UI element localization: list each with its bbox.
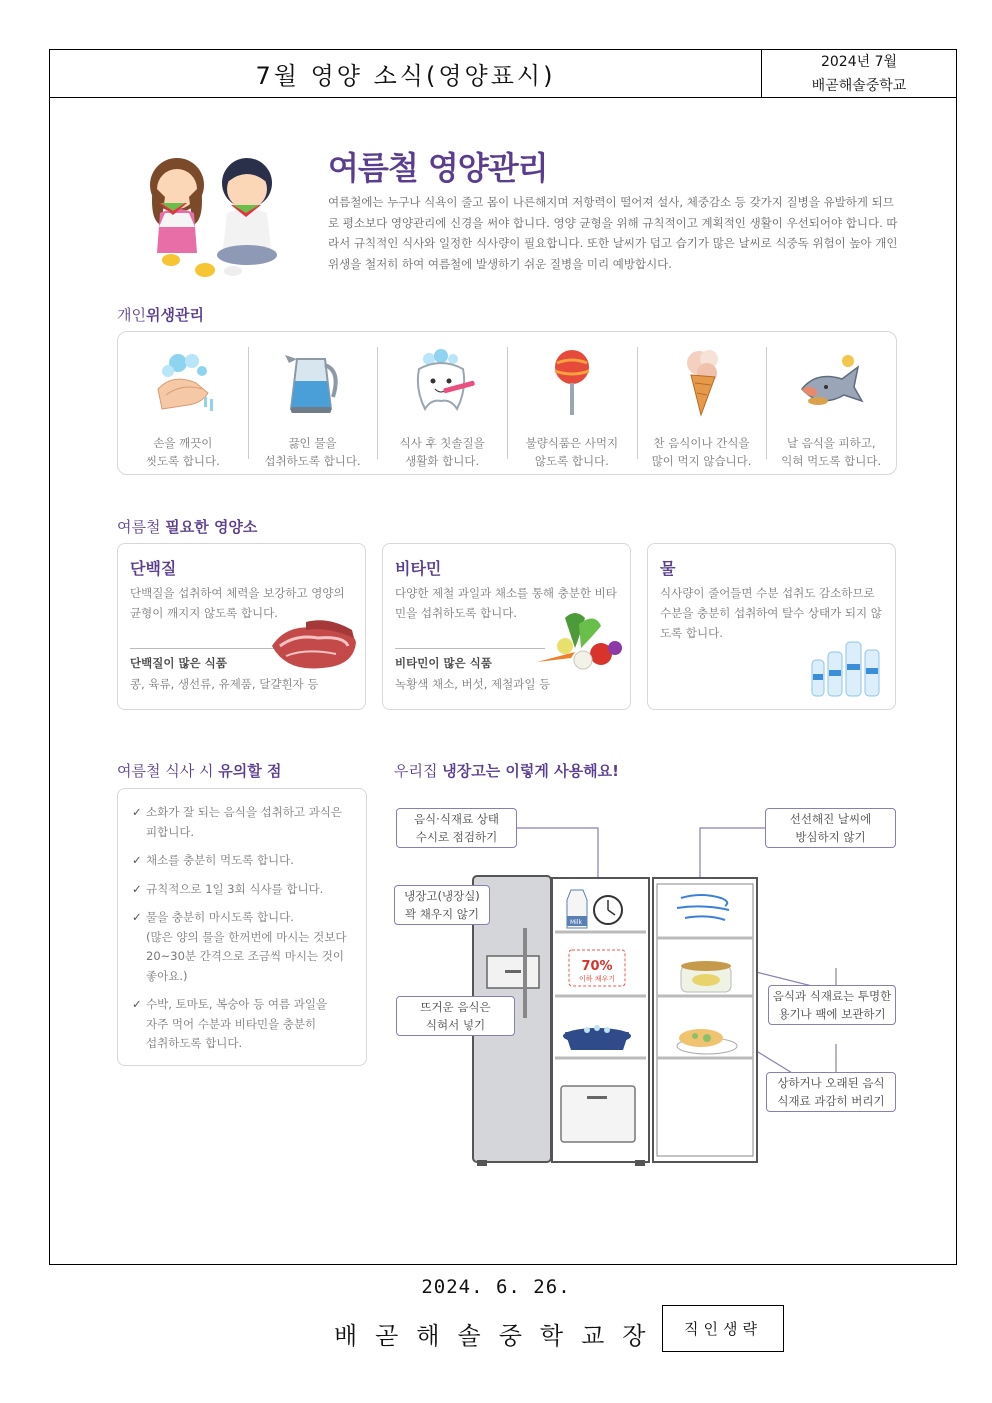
hygiene-item: [637, 332, 767, 474]
hygiene-text: 불량식품은 사먹지 않도록 합니다.: [525, 436, 619, 468]
fill-percent: 70%: [581, 959, 613, 974]
hygiene-box: [117, 331, 897, 475]
card-subtext: 콩, 육류, 생선류, 유제품, 달걀흰자 등: [130, 677, 319, 691]
callout-cool-hot-food: 뜨거운 음식은 식혀서 넣기: [396, 996, 515, 1036]
header-info: [762, 50, 956, 97]
caution-item: ✓ 규칙적으로 1일 3회 식사를 합니다.: [132, 880, 350, 900]
callout-discard-spoiled: 상하거나 오래된 음식 식재료 과감히 버리기: [766, 1072, 896, 1112]
water-card: [647, 543, 896, 710]
official-seal-omitted: 직인생략: [662, 1305, 784, 1352]
hygiene-text: 식사 후 칫솔질을 생활화 합니다.: [399, 436, 485, 468]
card-title: 비타민: [395, 559, 442, 578]
lollipop-icon: [532, 344, 612, 420]
card-title: 단백질: [130, 559, 177, 578]
callout-clear-containers: 음식과 식재료는 투명한 용기나 팩에 보관하기: [768, 985, 896, 1025]
meat-icon: [266, 616, 361, 674]
hygiene-text: 찬 음식이나 간식을 많이 먹지 않습니다.: [651, 436, 752, 468]
hygiene-text: 날 음식을 피하고, 익혀 먹도록 합니다.: [781, 436, 882, 468]
caution-box: [117, 788, 367, 1066]
card-subtitle: 비타민이 많은 식품: [395, 656, 492, 670]
school-name: 배곧해솔중학교: [811, 77, 907, 94]
principal-signature: 배곧해솔중학교장: [334, 1322, 664, 1350]
divider: [130, 648, 280, 649]
handwash-icon: [143, 344, 223, 420]
hygiene-text: 손을 깨끗이 씻도록 합니다.: [145, 436, 220, 468]
divider: [395, 648, 545, 649]
protein-card: [117, 543, 366, 710]
newsletter-title: 7월 영양 소식(영양표시): [50, 50, 762, 97]
caution-item: ✓ 수박, 토마토, 복숭아 등 여름 과일을 자주 먹어 수분과 비타민을 충분히 섭취하도록 합니다.: [132, 995, 350, 1054]
caution-item: ✓ 소화가 잘 되는 음식을 섭취하고 과식은 피합니다.: [132, 803, 350, 842]
fridge-section-title: 우리집 냉장고는 이렇게 사용해요!: [394, 762, 619, 780]
vitamin-card: [382, 543, 631, 710]
main-title: 여름철 영양관리: [328, 149, 548, 187]
callout-check-food: 음식·식재료 상태 수시로 점검하기: [396, 808, 517, 848]
intro-paragraph: 여름철에는 누구나 식욕이 줄고 몸이 나른해지며 저항력이 떨어져 설사, 체중감소 등 갖가지 질병을 유발하게 되므로 평소보다 영양관리에 신경을 써야 합니다. 영양 균형을 위해 규칙적이고 계획적인 생활이 우선되어야 합니다. 따라서 규칙적인 식사와 일정한 식사량이 필요합니다. 또한 날씨가 덥고 습기가 많은 날씨로 식중독 위험이 높아 개인위생을 철저히 하여 여름철에 발생하기 쉬운 질병을 미리 예방합시다.: [328, 195, 898, 271]
nutrients-section-title: 여름철 필요한 영양소: [117, 518, 258, 536]
water-bottles-icon: [808, 638, 888, 698]
hygiene-section-title: 개인위생관리: [117, 306, 204, 324]
milk-label: Milk: [570, 919, 582, 926]
hygiene-item: [766, 332, 896, 474]
kids-watermelon-illustration: [135, 145, 295, 285]
card-subtitle: 단백질이 많은 식품: [130, 656, 227, 670]
card-subtext: 녹황색 채소, 버섯, 제철과일 등: [395, 677, 551, 691]
issue-date: 2024년 7월: [820, 53, 898, 70]
hygiene-text: 끓인 물을 섭취하도록 합니다.: [264, 436, 361, 468]
header-table: [49, 49, 957, 98]
hygiene-item: [507, 332, 637, 474]
callout-stay-alert: 선선해진 날씨에 방심하지 않기: [765, 808, 896, 848]
caution-section-title: 여름철 식사 시 유의할 점: [117, 762, 282, 780]
hygiene-item: [118, 332, 248, 474]
icecream-icon: [662, 344, 742, 420]
card-description: 식사량이 줄어들면 수분 섭취도 감소하므로 수분을 충분히 섭취하여 탈수 상태가 되지 않도록 합니다.: [660, 586, 882, 640]
tooth-icon: [402, 344, 482, 420]
card-description: 다양한 제철 과일과 채소를 통해 충분한 비타민을 섭취하도록 합니다.: [395, 586, 617, 620]
caution-item: ✓ 물을 충분히 마시도록 합니다. (많은 양의 물을 한꺼번에 마시는 것보다 20~30분 간격으로 조금씩 마시는 것이 좋아요.): [132, 908, 350, 986]
card-title: 물: [660, 559, 676, 578]
hygiene-item: [377, 332, 507, 474]
callout-dont-overfill: 냉장고(냉장실) 꽉 채우지 않기: [394, 885, 490, 925]
caution-item: ✓ 채소를 충분히 먹도록 합니다.: [132, 851, 350, 871]
card-description: 단백질을 섭취하여 체력을 보강하고 영양의 균형이 깨지지 않도록 합니다.: [130, 586, 345, 620]
footer-date: 2024. 6. 26.: [421, 1276, 571, 1298]
fish-icon: [791, 344, 871, 420]
hygiene-item: [248, 332, 378, 474]
kettle-icon: [273, 344, 353, 420]
fill-percent-sub: 이하 채우기: [578, 975, 616, 983]
vegetables-icon: [535, 608, 630, 678]
